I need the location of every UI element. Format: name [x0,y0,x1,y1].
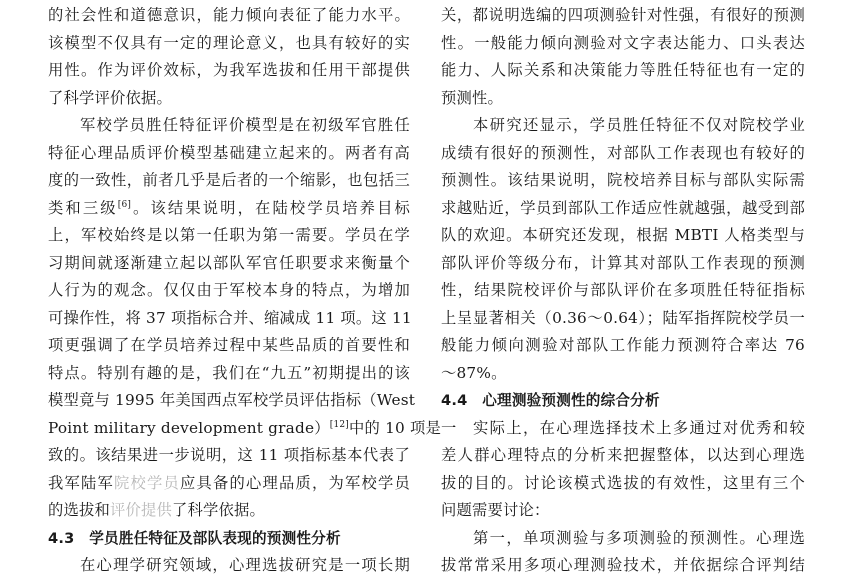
text-span: 我军陆军 [48,473,114,492]
text-line: 拔的目的。讨论该模式选拔的有效性，这里有三个 [441,473,805,492]
text-line: 能力、人际关系和决策能力等胜任特征也有一定的 [441,61,805,79]
section-heading-4-4: 4.4 心理测验预测性的综合分析 [441,392,660,409]
text-line: 度的一致性，前者几乎是后者的一个缩影，也包括三 [48,171,410,189]
text-span: 。该结果说明，在陆校学员培养目标 [131,198,410,217]
text-line: 拔常常采用多项心理测验技术，并依据综合评判结 [441,556,805,574]
text-line: 关，都说明选编的四项测验针对性强，有很好的预测 [441,6,805,24]
paragraph-start-line: 本研究还显示，学员胜任特征不仅对院校学业 [473,116,805,134]
text-line: 可操作性，将 37 项指标合并、缩减成 11 项。这 11 [48,308,412,327]
text-line: 上呈显著相关（0.36～0.64）；陆军指挥院校学员一 [441,308,805,327]
text-line: ～87%。 [441,363,507,382]
text-span: 中的 10 项是一 [349,418,457,437]
text-span: Point military development grade） [48,418,330,437]
section-heading-4-3: 4.3 学员胜任特征及部队表现的预测性分析 [48,529,341,547]
right-column [441,2,805,580]
text-line: 的社会性和道德意识，能力倾向表征了能力水平。 [48,6,410,24]
text-line: 问题需要讨论： [441,501,550,519]
text-line: 了科学评价依据。 [48,88,172,107]
text-line: 人行为的观念。仅仅由于军校本身的特点，为增加 [48,281,410,299]
text-line: 致的。该结果进一步说明，这 11 项指标基本代表了 [48,446,410,464]
text-line: 部队评价等级分布，计算其对部队工作表现的预测 [441,253,805,272]
left-column [48,2,457,580]
text-line: 性，结果院校评价与部队评价在多项胜任特征指标 [441,281,805,299]
text-line: 项更强调了在学员培养过程中某些品质的首要性和 [48,336,410,354]
text-line: 用性。作为评价效标，为我军选拔和任用干部提供 [48,61,410,79]
text-line [48,415,457,443]
text-line [48,470,410,498]
text-line [48,195,410,223]
text-line: 特征心理品质评价模型基础建立起来的。两者有高 [48,143,410,162]
paragraph-start-line: 第一，单项测验与多项测验的预测性。心理选 [473,528,805,547]
text-line: 特点。特别有趣的是，我们在“九五”初期提出的该 [48,363,410,382]
citation-ref: [6] [117,199,132,210]
text-line: 习期间就逐渐建立起以部队军官任职要求来衡量个 [48,253,410,272]
text-line: 差人群心理特点的分析来把握整体，以达到心理选 [441,446,805,464]
text-line: 上，军校始终是以第一任职为第一需要。学员在学 [48,226,410,244]
text-line: 队的欢迎。本研究还发现，根据 MBTI 人格类型与 [441,226,805,244]
text-line: 该模型不仅具有一定的理论意义，也具有较好的实 [48,33,410,52]
watermark-overlay-text: 评价提供 [110,501,172,519]
paragraph-start-line: 在心理学研究领域，心理选拔研究是一项长期 [80,556,410,574]
text-line: 预测性。该结果说明，院校培养目标与部队实际需 [441,171,805,189]
text-span: 了科学依据。 [172,501,265,519]
text-span: 的选拔和 [48,501,110,519]
watermark-overlay-text: 院校学员 [114,473,180,492]
text-span: 应具备的心理品质，为军校学员 [180,473,410,492]
text-line: 模型竟与 1995 年美国西点军校学员评估指标（West [48,391,416,409]
citation-ref: [12] [329,419,350,430]
text-line: 般能力倾向测验对部队工作能力预测符合率达 76 [441,336,805,354]
text-line: 性。一般能力倾向测验对文字表达能力、口头表达 [441,33,805,52]
text-span: 类和三级 [48,198,118,217]
text-line: 求越贴近，学员到部队工作适应性就越强，越受到部 [441,198,805,217]
paragraph-start-line: 实际上，在心理选择技术上多通过对优秀和较 [473,418,805,437]
text-line: 成绩有很好的预测性，对部队工作表现也有较好的 [441,143,805,162]
text-line: 预测性。 [441,88,503,107]
text-line [48,497,410,525]
paragraph-start-line: 军校学员胜任特征评价模型是在初级军官胜任 [80,116,410,134]
